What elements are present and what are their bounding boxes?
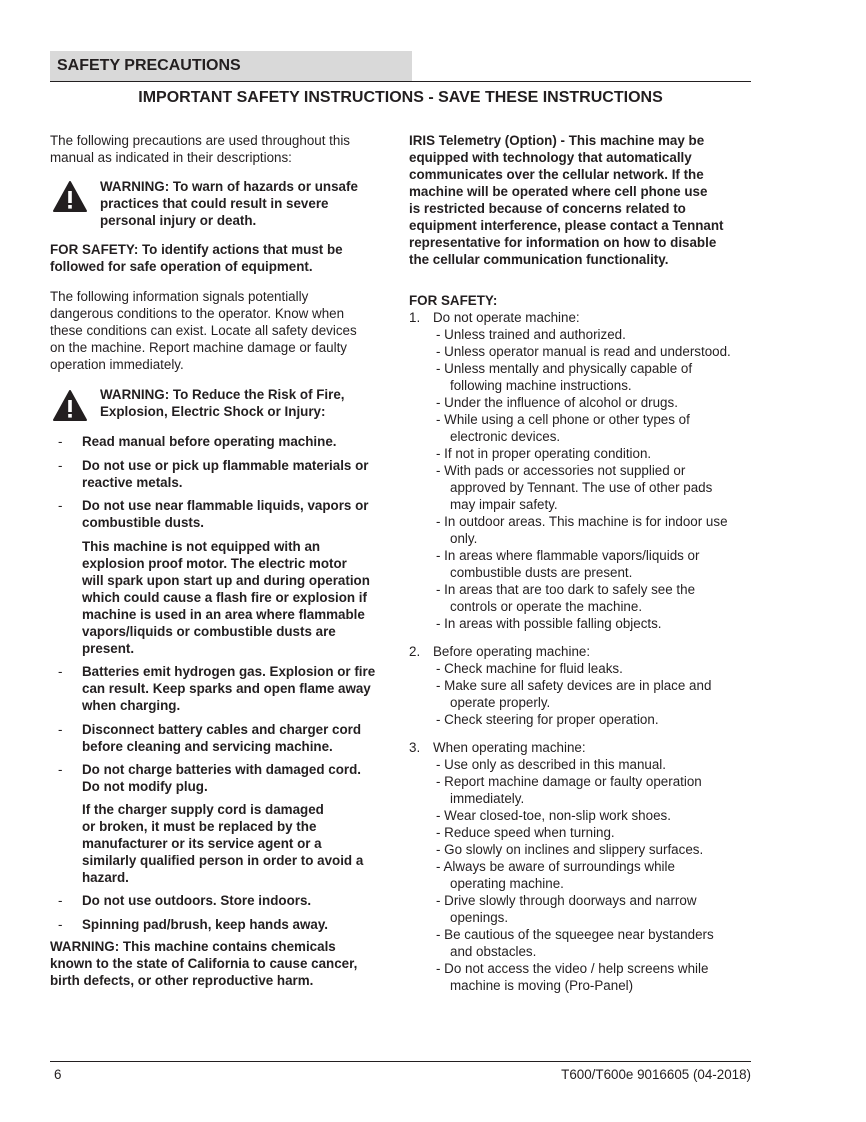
list-item: - While using a cell phone or other types of: [436, 412, 690, 427]
page-subtitle: IMPORTANT SAFETY INSTRUCTIONS - SAVE THESE INSTRUCTIONS: [138, 89, 663, 106]
list-item-continuation: electronic devices.: [450, 429, 561, 444]
document-id: T600/T600e 9016605 (04-2018): [561, 1067, 751, 1082]
iris-telemetry-line: equipped with technology that automatically: [409, 150, 692, 165]
list-item-continuation: may impair safety.: [450, 497, 558, 512]
list-item: - Report machine damage or faulty operation: [436, 774, 702, 789]
warning-triangle-icon: [52, 389, 88, 422]
list-item: - Always be aware of surroundings while: [436, 859, 675, 874]
list-item: - Reduce speed when turning.: [436, 825, 615, 840]
signals-paragraph-line: these conditions can exist. Locate all safety devices: [50, 323, 357, 338]
signals-paragraph-line: operation immediately.: [50, 357, 184, 372]
page-number: 6: [54, 1067, 62, 1082]
iris-telemetry-line: machine will be operated where cell phone use: [409, 184, 708, 199]
warning-definition-line: WARNING: To warn of hazards or unsafe: [100, 179, 358, 194]
iris-telemetry-line: equipment interference, please contact a Tennant: [409, 218, 724, 233]
list-item: - In areas where flammable vapors/liquids or: [436, 548, 700, 563]
cord-note-line: hazard.: [82, 870, 129, 885]
signals-paragraph-line: on the machine. Report machine damage or faulty: [50, 340, 347, 355]
bullet-line: Do not modify plug.: [82, 779, 208, 794]
list-item: - In outdoor areas. This machine is for indoor use: [436, 514, 728, 529]
list-item-continuation: controls or operate the machine.: [450, 599, 643, 614]
bullet-line: can result. Keep sparks and open flame away: [82, 681, 371, 696]
list-item: - Check steering for proper operation.: [436, 712, 659, 727]
list-item-continuation: immediately.: [450, 791, 525, 806]
explosion-note-line: machine is used in an area where flammable: [82, 607, 365, 622]
list-item: - Go slowly on inclines and slippery surfaces.: [436, 842, 704, 857]
bullet-line: Read manual before operating machine.: [82, 434, 337, 449]
bullet-line: before cleaning and servicing machine.: [82, 739, 333, 754]
bullet-line: Batteries emit hydrogen gas. Explosion or fire: [82, 664, 376, 679]
intro-line: The following precautions are used throughout this: [50, 133, 350, 148]
bullet-line: Disconnect battery cables and charger cord: [82, 722, 362, 737]
list-item: - Under the influence of alcohol or drugs.: [436, 395, 678, 410]
california-warning-line: birth defects, or other reproductive harm.: [50, 973, 314, 988]
list-item-continuation: combustible dusts are present.: [450, 565, 633, 580]
bullet-line: Spinning pad/brush, keep hands away.: [82, 917, 329, 932]
cord-note-line: If the charger supply cord is damaged: [82, 802, 324, 817]
list-item: - Do not access the video / help screens while: [436, 961, 709, 976]
list-item: - Wear closed-toe, non-slip work shoes.: [436, 808, 671, 823]
list-item: - In areas that are too dark to safely see the: [436, 582, 696, 597]
fire-warning-heading-line: WARNING: To Reduce the Risk of Fire,: [100, 387, 345, 402]
list-item-continuation: operating machine.: [450, 876, 564, 891]
bullet-dash: -: [58, 893, 63, 908]
bullet-line: Do not use or pick up flammable materials or: [82, 458, 369, 473]
iris-telemetry-line: is restricted because of concerns related to: [409, 201, 686, 216]
list-item: - Use only as described in this manual.: [436, 757, 666, 772]
for-safety-definition-line: followed for safe operation of equipment.: [50, 259, 313, 274]
explosion-note-line: This machine is not equipped with an: [82, 539, 321, 554]
california-warning-line: WARNING: This machine contains chemicals: [50, 939, 336, 954]
list-item-continuation: and obstacles.: [450, 944, 537, 959]
list-heading: Before operating machine:: [433, 644, 591, 659]
explosion-note-line: vapors/liquids or combustible dusts are: [82, 624, 336, 639]
list-number: 3.: [409, 740, 421, 755]
explosion-note-line: which could cause a flash fire or explosion if: [82, 590, 367, 605]
cord-note-line: similarly qualified person in order to avoid a: [82, 853, 364, 868]
iris-telemetry-line: the cellular communication functionality.: [409, 252, 669, 267]
explosion-note-line: explosion proof motor. The electric motor: [82, 556, 347, 571]
list-item: - In areas with possible falling objects.: [436, 616, 662, 631]
list-item: - Be cautious of the squeegee near bystanders: [436, 927, 714, 942]
list-number: 1.: [409, 310, 421, 325]
bullet-line: Do not use outdoors. Store indoors.: [82, 893, 312, 908]
for-safety-definition-line: FOR SAFETY: To identify actions that must be: [50, 242, 343, 257]
explosion-note-line: will spark upon start up and during operation: [82, 573, 370, 588]
bullet-dash: -: [58, 664, 63, 679]
warning-definition-line: personal injury or death.: [100, 213, 257, 228]
fire-warning-heading-line: Explosion, Electric Shock or Injury:: [100, 404, 326, 419]
iris-telemetry-line: communicates over the cellular network. If the: [409, 167, 704, 182]
list-item-continuation: only.: [450, 531, 478, 546]
california-warning-line: known to the state of California to cause cancer,: [50, 956, 358, 971]
list-item: - Make sure all safety devices are in place and: [436, 678, 712, 693]
intro-line: manual as indicated in their descriptions:: [50, 150, 292, 165]
bullet-dash: -: [58, 762, 63, 777]
list-item: - Unless operator manual is read and understood.: [436, 344, 731, 359]
list-item-continuation: following machine instructions.: [450, 378, 632, 393]
cord-note-line: manufacturer or its service agent or a: [82, 836, 322, 851]
bullet-dash: -: [58, 917, 63, 932]
list-item: - Unless trained and authorized.: [436, 327, 626, 342]
for-safety-heading: FOR SAFETY:: [409, 293, 498, 308]
bullet-line: when charging.: [82, 698, 181, 713]
bullet-line: Do not use near flammable liquids, vapors or: [82, 498, 369, 513]
iris-telemetry-line: IRIS Telemetry (Option) - This machine may be: [409, 133, 705, 148]
signals-paragraph-line: The following information signals potentially: [50, 289, 309, 304]
explosion-note-line: present.: [82, 641, 135, 656]
bullet-dash: -: [58, 722, 63, 737]
list-item: - If not in proper operating condition.: [436, 446, 652, 461]
list-number: 2.: [409, 644, 421, 659]
iris-telemetry-line: representative for information on how to disable: [409, 235, 717, 250]
cord-note-line: or broken, it must be replaced by the: [82, 819, 317, 834]
list-item-continuation: machine is moving (Pro-Panel): [450, 978, 634, 993]
list-item: - Drive slowly through doorways and narrow: [436, 893, 697, 908]
list-item: - With pads or accessories not supplied or: [436, 463, 686, 478]
list-heading: Do not operate machine:: [433, 310, 580, 325]
bullet-dash: -: [58, 458, 63, 473]
list-item-continuation: operate properly.: [450, 695, 551, 710]
section-title: SAFETY PRECAUTIONS: [57, 57, 241, 74]
bullet-line: reactive metals.: [82, 475, 183, 490]
list-item: - Check machine for fluid leaks.: [436, 661, 623, 676]
list-item: - Unless mentally and physically capable of: [436, 361, 693, 376]
list-item-continuation: approved by Tennant. The use of other pads: [450, 480, 713, 495]
footer-divider: [50, 1061, 751, 1062]
bullet-dash: -: [58, 434, 63, 449]
signals-paragraph-line: dangerous conditions to the operator. Know when: [50, 306, 345, 321]
header-divider: [50, 81, 751, 82]
bullet-dash: -: [58, 498, 63, 513]
list-heading: When operating machine:: [433, 740, 586, 755]
bullet-line: combustible dusts.: [82, 515, 205, 530]
warning-triangle-icon: [52, 180, 88, 213]
list-item-continuation: openings.: [450, 910, 509, 925]
bullet-line: Do not charge batteries with damaged cord.: [82, 762, 362, 777]
warning-definition-line: practices that could result in severe: [100, 196, 329, 211]
